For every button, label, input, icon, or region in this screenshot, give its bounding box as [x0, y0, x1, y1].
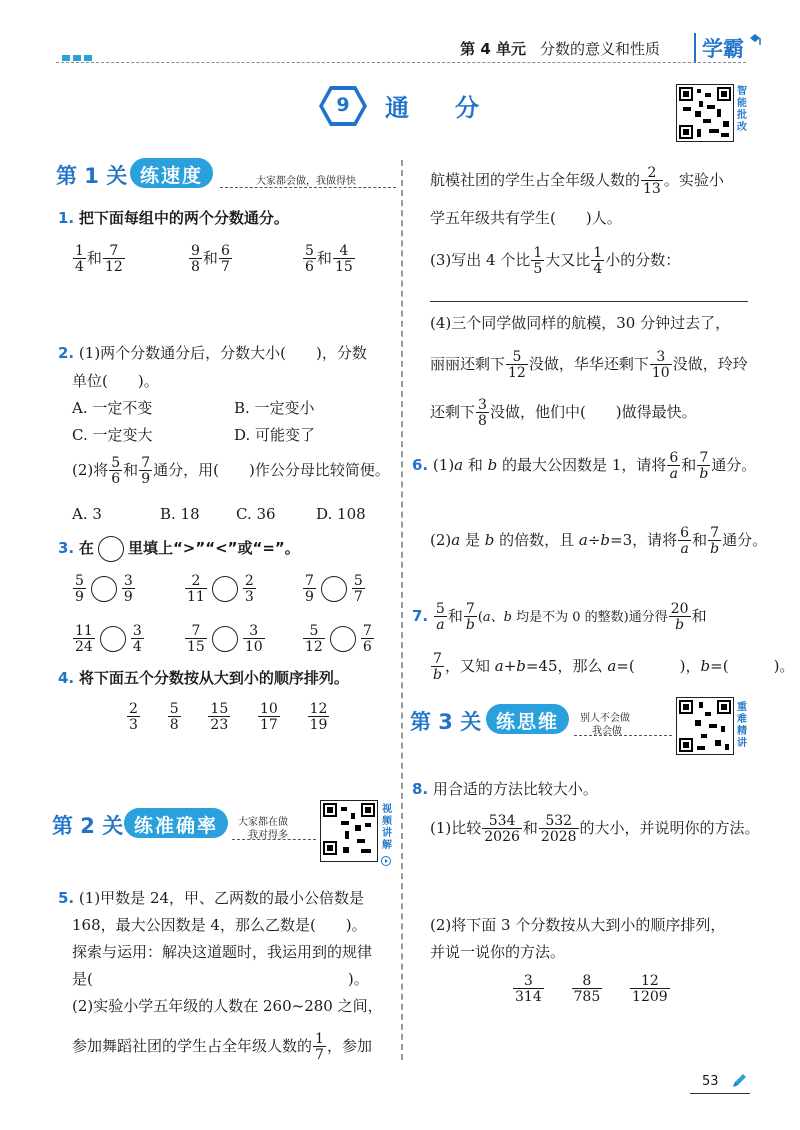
q5-part1-line4: 是( )。	[72, 970, 369, 988]
section-2-header: 第 2 关 练准确率 大家都在做 我对得多	[52, 808, 392, 842]
pencil-icon	[730, 1072, 748, 1090]
q3-item: $\frac{2}{11}$ $\frac{2}{3}$	[187, 573, 254, 605]
answer-circle-icon[interactable]	[321, 576, 347, 602]
q4-fractions: $\frac{2}{3}$ $\frac{5}{8}$ $\frac{15}{23}$ $\frac{10}{17}$ $\frac{12}{19}$	[129, 701, 328, 733]
header-unit	[460, 38, 660, 59]
q2-option-b: B. 一定变小	[234, 399, 315, 417]
lesson-number: 9	[336, 94, 350, 116]
answer-circle-icon[interactable]	[212, 576, 238, 602]
q5-part3: (3)写出 4 个比 $\frac{1}{5}$ 大又比 $\frac{1}{4}$ 小的分数：	[430, 245, 681, 277]
answer-circle-icon[interactable]	[330, 626, 356, 652]
q6-part2: (2)a 是 b 的倍数，且 a÷b=3，请将 $\frac{6}{a}$ 和 $\frac{7}{b}$ 通分。	[430, 525, 768, 557]
q2-option-a: A. 一定不变	[72, 399, 153, 417]
q2-part1-line1: 2. (1)两个分数通分后，分数大小( )，分数	[58, 344, 367, 362]
q5-part1-line2: 168，最大公因数是 4，那么乙数是( )。	[72, 916, 367, 934]
section-2-label: 第 2 关	[52, 814, 124, 838]
q3-item: $\frac{5}{12}$ $\frac{7}{6}$	[305, 623, 372, 655]
q2-part2-option-b: B. 18	[160, 505, 200, 523]
graduation-cap-icon	[748, 30, 762, 50]
section-3-label: 第 3 关	[410, 710, 482, 734]
q5-part2-line3: 航模社团的学生占全年级人数的 $\frac{2}{13}$ 。实验小	[430, 165, 724, 197]
section-1-underline	[220, 187, 396, 188]
section-1-header	[56, 158, 396, 192]
q5-part4-line1: (4)三个同学做同样的航模，30 分钟过去了，	[430, 314, 731, 332]
answer-circle-icon[interactable]	[212, 626, 238, 652]
play-icon	[381, 856, 391, 866]
q7-line1: 7. $\frac{5}{a}$ 和 $\frac{7}{b}$ (a、b 均是不为 0 的整数)通分得 $\frac{20}{b}$ 和	[412, 601, 707, 633]
qr-code-icon[interactable]	[676, 697, 734, 755]
section-3-pill: 练思维	[486, 704, 569, 734]
topic-label: 分数的意义和性质	[539, 40, 660, 58]
q8-part2-line1: (2)将下面 3 个分数按从大到小的顺序排列，	[430, 916, 726, 934]
section-1-pill: 练速度	[130, 158, 213, 188]
q3-item: $\frac{7}{9}$ $\frac{5}{7}$	[305, 573, 363, 605]
q5-part2-line4: 学五年级共有学生( )人。	[430, 209, 622, 227]
brand-logo: 学霸	[694, 33, 744, 63]
q1-pair-3: $\frac{5}{6}$ 和 $\frac{4}{15}$	[305, 243, 353, 275]
section-1-label: 第 1 关	[56, 164, 128, 188]
q5-part4-line2: 丽丽还剩下 $\frac{5}{12}$ 没做，华华还剩下 $\frac{3}{10}$ 没做，玲玲	[430, 349, 748, 381]
footer-rule	[690, 1093, 750, 1094]
q1-pair-1: $\frac{1}{4}$ 和 $\frac{7}{12}$	[75, 243, 123, 275]
unit-label: 第 4 单元	[460, 40, 526, 58]
q3-prompt: 3. 在 里填上“>”“<”或“=”。	[58, 535, 300, 562]
lesson-title: 通分	[385, 94, 525, 122]
q2-part2-option-c: C. 36	[236, 505, 276, 523]
q5-part4-line3: 还剩下 $\frac{3}{8}$ 没做，他们中( )做得最快。	[430, 397, 697, 429]
q3-item: $\frac{5}{9}$ $\frac{3}{9}$	[75, 573, 133, 605]
q5-part2-line1: (2)实验小学五年级的人数在 260~280 之间，	[72, 997, 383, 1015]
section-1-slogan: 大家都会做，我做得快	[256, 176, 356, 187]
q6-part1: 6. (1)a 和 b 的最大公因数是 1，请将 $\frac{6}{a}$ 和 $\frac{7}{b}$ 通分。	[412, 450, 757, 482]
column-divider	[401, 160, 403, 1060]
q2-option-c: C. 一定变大	[72, 426, 153, 444]
q8-part1: (1)比较 $\frac{534}{2026}$ 和 $\frac{532}{2028}$ 的大小，并说明你的方法。	[430, 813, 760, 845]
q3-item: $\frac{7}{15}$ $\frac{3}{10}$	[187, 623, 263, 655]
q1-pair-2: $\frac{9}{8}$ 和 $\frac{6}{7}$	[191, 243, 230, 275]
qr-tag: 重难精讲	[737, 702, 747, 749]
qr-code-icon[interactable]	[676, 84, 734, 142]
q8-prompt: 8. 用合适的方法比较大小。	[412, 780, 598, 798]
q1-prompt: 1. 把下面每组中的两个分数通分。	[58, 209, 289, 227]
q2-part2-option-a: A. 3	[72, 505, 102, 523]
q1-number: 1.	[58, 209, 75, 227]
header-rule	[56, 62, 746, 63]
section-2-pill: 练准确率	[124, 808, 228, 838]
q2-option-d: D. 可能变了	[234, 426, 316, 444]
q2-part2: (2)将 $\frac{5}{6}$ 和 $\frac{7}{9}$ 通分，用( )作公分母比较简便。	[72, 455, 390, 487]
q5-answer-line[interactable]	[430, 301, 748, 302]
answer-circle-icon[interactable]	[100, 626, 126, 652]
q3-item: $\frac{11}{24}$ $\frac{3}{4}$	[75, 623, 142, 655]
q4-prompt: 4. 将下面五个分数按从大到小的顺序排列。	[58, 669, 349, 687]
q5-part2-line2: 参加舞蹈社团的学生占全年级人数的 $\frac{1}{7}$ ，参加	[72, 1031, 372, 1063]
qr-tag: 智能批改	[737, 86, 747, 133]
section-3-header: 第 3 关 练思维 别人不会做 我会做	[410, 704, 680, 738]
qr-code-icon[interactable]	[320, 800, 378, 862]
qr-tag: 视频讲解	[382, 804, 392, 851]
q7-line2: $\frac{7}{b}$ ，又知 a+b=45，那么 a=( )，b=( )。	[433, 651, 795, 683]
answer-circle-icon	[98, 536, 124, 562]
q8-fractions: $\frac{3}{314}$ $\frac{8}{785}$ $\frac{12}{1209}$	[515, 973, 668, 1005]
q5-part1-line1: 5. (1)甲数是 24，甲、乙两数的最小公倍数是	[58, 889, 365, 907]
q2-part1-line2: 单位( )。	[72, 372, 159, 390]
answer-circle-icon[interactable]	[91, 576, 117, 602]
page-number: 53	[702, 1074, 719, 1089]
q8-part2-line2: 并说一说你的方法。	[430, 943, 566, 961]
q2-part2-option-d: D. 108	[316, 505, 366, 523]
q5-part1-line3: 探索与运用：解决这道题时，我运用到的规律	[72, 943, 373, 961]
